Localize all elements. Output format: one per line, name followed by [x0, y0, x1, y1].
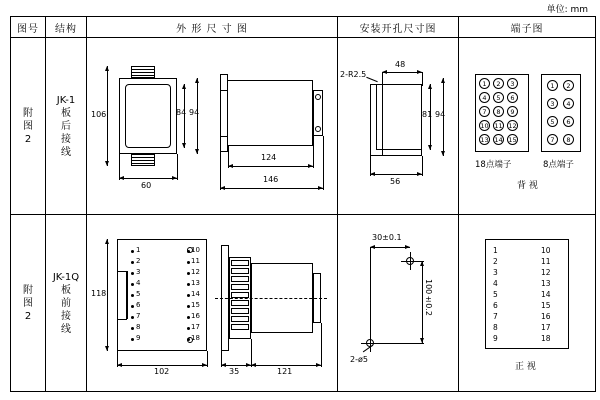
dim-94-arrow-up [195, 78, 199, 83]
terminal-pin-number: 2 [496, 80, 501, 88]
terminal-view-label-1: 背 视 [517, 181, 538, 191]
pin-number: 4 [136, 279, 141, 287]
dim-102-ext-r [207, 351, 208, 367]
dim-56-ext-r [422, 156, 423, 176]
terminal-pin-number: 5 [496, 94, 501, 102]
front-plate-notch-l [117, 271, 127, 319]
terminal-pin-number: 13 [480, 136, 489, 144]
terminal-fin [231, 268, 249, 274]
terminal-fin [231, 308, 249, 314]
side-view-flange [220, 74, 228, 152]
terminal-pin-number: 12 [508, 122, 517, 130]
terminal-8-caption: 8点端子 [543, 160, 574, 170]
dim-48-line [382, 72, 422, 73]
pin-dot [131, 283, 134, 286]
plate-notch-line-bottom [117, 319, 127, 320]
pin-dot [131, 272, 134, 275]
terminal-pin-number: 4 [566, 100, 571, 108]
side-screw-top [315, 94, 321, 100]
terminal-number: 4 [493, 279, 498, 288]
pin-dot [131, 338, 134, 341]
dim-r25-label: 2-R2.5 [340, 70, 367, 79]
bracket-line-2 [131, 72, 155, 73]
terminal-fin [231, 276, 249, 282]
terminal-number: 16 [541, 312, 551, 321]
pin-dot [187, 305, 190, 308]
pin-dot [131, 305, 134, 308]
pin-number: 5 [136, 290, 141, 298]
dim-106-arrow-down [105, 161, 109, 166]
dim-121-arrow-left [251, 363, 256, 367]
terminal-number: 12 [541, 268, 551, 277]
pin-dot [187, 316, 190, 319]
dim-118-line [107, 239, 108, 351]
dim-121-ext-r [321, 323, 322, 367]
pin-number: 14 [191, 290, 200, 298]
dim-100-line [422, 261, 423, 343]
center-line [215, 298, 327, 299]
dim-124-label: 124 [261, 153, 277, 162]
pin-number: 17 [191, 323, 200, 331]
dim-100-label: 100±0.2 [424, 279, 433, 316]
terminal-number: 6 [493, 301, 498, 310]
terminal-number: 14 [541, 290, 551, 299]
header-fig-no: 图号 [11, 17, 46, 38]
dim-84-arrow-down [182, 143, 186, 148]
structure-label-1: JK-1 板 后 接 线 [56, 94, 76, 158]
header-outline: 外 形 尺 寸 图 [87, 17, 338, 38]
terminal-pin-number: 3 [510, 80, 515, 88]
cell-terminal-1 [459, 38, 596, 215]
dim-2phi5-label: 2-ø5 [350, 355, 368, 364]
terminal-pin-number: 7 [550, 136, 555, 144]
terminal-number: 3 [493, 268, 498, 277]
dim-60-label: 60 [141, 181, 152, 190]
pin-dot [187, 250, 190, 253]
pin-number: 11 [191, 257, 200, 265]
pin-number: 3 [136, 268, 141, 276]
cell-structure-2 [46, 215, 87, 392]
pin-number: 16 [191, 312, 200, 320]
pin-number: 9 [136, 334, 141, 342]
pin-number: 1 [136, 246, 141, 254]
side-detail-line-1 [220, 90, 228, 91]
plate-notch-line-top [117, 271, 127, 272]
terminal-fin [231, 324, 249, 330]
pin-number: 6 [136, 301, 141, 309]
dim-102-line [117, 365, 207, 366]
dim-84-label: 84 [176, 108, 187, 117]
dim-121-label: 121 [277, 367, 293, 376]
cell-outline-1 [87, 38, 338, 215]
terminal-number: 1 [493, 246, 498, 255]
bracket-line-1 [131, 69, 155, 70]
terminal-pin-number: 1 [482, 80, 487, 88]
dim-30-label: 30±0.1 [372, 233, 402, 242]
cell-mounting-1 [338, 38, 459, 215]
dim-118-arrow-down [105, 346, 109, 351]
terminal-pin-number: 8 [496, 108, 501, 116]
terminal-number: 8 [493, 323, 498, 332]
dim-48-ext-l [382, 72, 383, 86]
dim-60-ext-l [119, 154, 120, 180]
header-mounting: 安装开孔尺寸图 [338, 17, 459, 38]
pin-dot [187, 327, 190, 330]
dim-48-ext-r [422, 72, 423, 86]
terminal-pin-number: 4 [482, 94, 487, 102]
dim-94-label: 94 [189, 108, 200, 117]
bracket-line-3 [131, 75, 155, 76]
bracket-line-5 [131, 160, 155, 161]
pin-dot [187, 294, 190, 297]
side-screw-bottom [315, 126, 321, 132]
pin-number: 13 [191, 279, 200, 287]
dim-94b-arrow-down [441, 151, 445, 156]
dim-118-arrow-up [105, 239, 109, 244]
pin-number: 10 [191, 246, 200, 254]
terminal-fin [231, 260, 249, 266]
dim-146-ext-l [220, 152, 221, 190]
pin-number: 12 [191, 268, 200, 276]
dim-102-label: 102 [154, 367, 170, 376]
plate-notch-line-v [127, 271, 128, 319]
pin-dot [131, 250, 134, 253]
bracket-line-4 [131, 157, 155, 158]
terminal-fin [231, 284, 249, 290]
pin-dot [187, 261, 190, 264]
cell-fig-no-1 [11, 38, 46, 215]
terminal-pin-number: 15 [508, 136, 517, 144]
dim-r25-leader [366, 77, 378, 82]
header-terminal: 端子图 [459, 17, 596, 38]
dim-60-ext-r [177, 154, 178, 180]
table-row [11, 38, 596, 215]
fig-no-label-2: 附 图 2 [23, 284, 33, 322]
dim-100-ext-bottom [374, 343, 424, 344]
pin-dot [187, 338, 190, 341]
pin-dot [131, 327, 134, 330]
side-detail-line-2 [220, 136, 228, 137]
terminal-number: 7 [493, 312, 498, 321]
dim-94b-arrow-up [441, 78, 445, 83]
terminal-number: 9 [493, 334, 498, 343]
dim-124-ext-l [228, 146, 229, 168]
mounting-edge-line [382, 84, 383, 156]
dim-56-label: 56 [390, 177, 401, 186]
terminal-pin-number: 14 [494, 136, 503, 144]
table-row [11, 215, 596, 392]
cell-mounting-2 [338, 215, 459, 392]
side-view-body [227, 80, 313, 146]
unit-note: 单位: mm [546, 5, 588, 15]
terminal-number: 11 [541, 257, 551, 266]
terminal-number: 10 [541, 246, 551, 255]
terminal-number: 18 [541, 334, 551, 343]
dim-30-ext-l [370, 247, 371, 339]
dim-30-arrow-right [405, 245, 410, 249]
dim-30-line [370, 247, 410, 248]
terminal-pin-number: 6 [510, 94, 515, 102]
dim-106-line [107, 66, 108, 166]
pin-number: 8 [136, 323, 141, 331]
terminal-pin-number: 7 [482, 108, 487, 116]
cell-outline-2 [87, 215, 338, 392]
dim-56-ext-l [370, 156, 371, 176]
dim-124-ext-r [313, 136, 314, 168]
dim-106-label: 106 [91, 110, 107, 119]
dim-81-label: 81 [422, 110, 433, 119]
dim-118-label: 118 [91, 289, 107, 298]
pin-number: 15 [191, 301, 200, 309]
terminal-pin-number: 9 [510, 108, 515, 116]
dim-81-arrow-down [428, 145, 432, 150]
dim-124-line [228, 166, 313, 167]
pin-number: 18 [191, 334, 200, 342]
terminal-pin-number: 5 [550, 118, 555, 126]
terminal-pin-number: 6 [566, 118, 571, 126]
pin-dot [187, 283, 190, 286]
dim-60-line [119, 178, 177, 179]
terminal-view-label-2: 正 视 [515, 362, 536, 372]
terminal-number: 15 [541, 301, 551, 310]
terminal-number: 5 [493, 290, 498, 299]
dim-100-ext-top [410, 261, 424, 262]
cell-structure-1 [46, 38, 87, 215]
pin-dot [131, 261, 134, 264]
terminal-pin-number: 8 [566, 136, 571, 144]
dim-94b-label: 94 [435, 110, 446, 119]
pin-dot [187, 272, 190, 275]
fig-no-label-1: 附 图 2 [23, 107, 33, 145]
terminal-pin-number: 1 [550, 82, 555, 90]
header-structure: 结构 [46, 17, 87, 38]
terminal-18-caption: 18点端子 [475, 160, 512, 170]
dim-35-label: 35 [229, 367, 240, 376]
dim-94-arrow-down [195, 149, 199, 154]
dim-102-ext-l [117, 351, 118, 367]
pin-dot [131, 316, 134, 319]
spec-table [10, 16, 596, 392]
structure-label-2: JK-1Q 板 前 接 线 [52, 271, 80, 335]
pin-dot [131, 294, 134, 297]
terminal-fin [231, 300, 249, 306]
terminal-fin [231, 316, 249, 322]
cell-terminal-2 [459, 215, 596, 392]
dim-35-ext-l [221, 351, 222, 367]
dim-121-line [251, 365, 321, 366]
table-header-row [11, 17, 596, 38]
cell-fig-no-2 [11, 215, 46, 392]
dim-106-arrow-up [105, 66, 109, 71]
dim-48-label: 48 [395, 60, 406, 69]
pin-number: 2 [136, 257, 141, 265]
terminal-number: 2 [493, 257, 498, 266]
front-view-inner [125, 84, 171, 148]
terminal-pin-number: 3 [550, 100, 555, 108]
dim-56-line [370, 174, 422, 175]
dim-84-arrow-up [182, 84, 186, 89]
terminal-number: 17 [541, 323, 551, 332]
dim-81-arrow-up [428, 84, 432, 89]
terminal-pin-number: 10 [480, 122, 489, 130]
dim-146-ext-r [323, 136, 324, 190]
bracket-line-6 [131, 163, 155, 164]
terminal-pin-number: 2 [566, 82, 571, 90]
dim-146-line [220, 188, 323, 189]
dim-146-label: 146 [263, 175, 279, 184]
pin-number: 7 [136, 312, 141, 320]
terminal-number: 13 [541, 279, 551, 288]
terminal-pin-number: 11 [494, 122, 503, 130]
